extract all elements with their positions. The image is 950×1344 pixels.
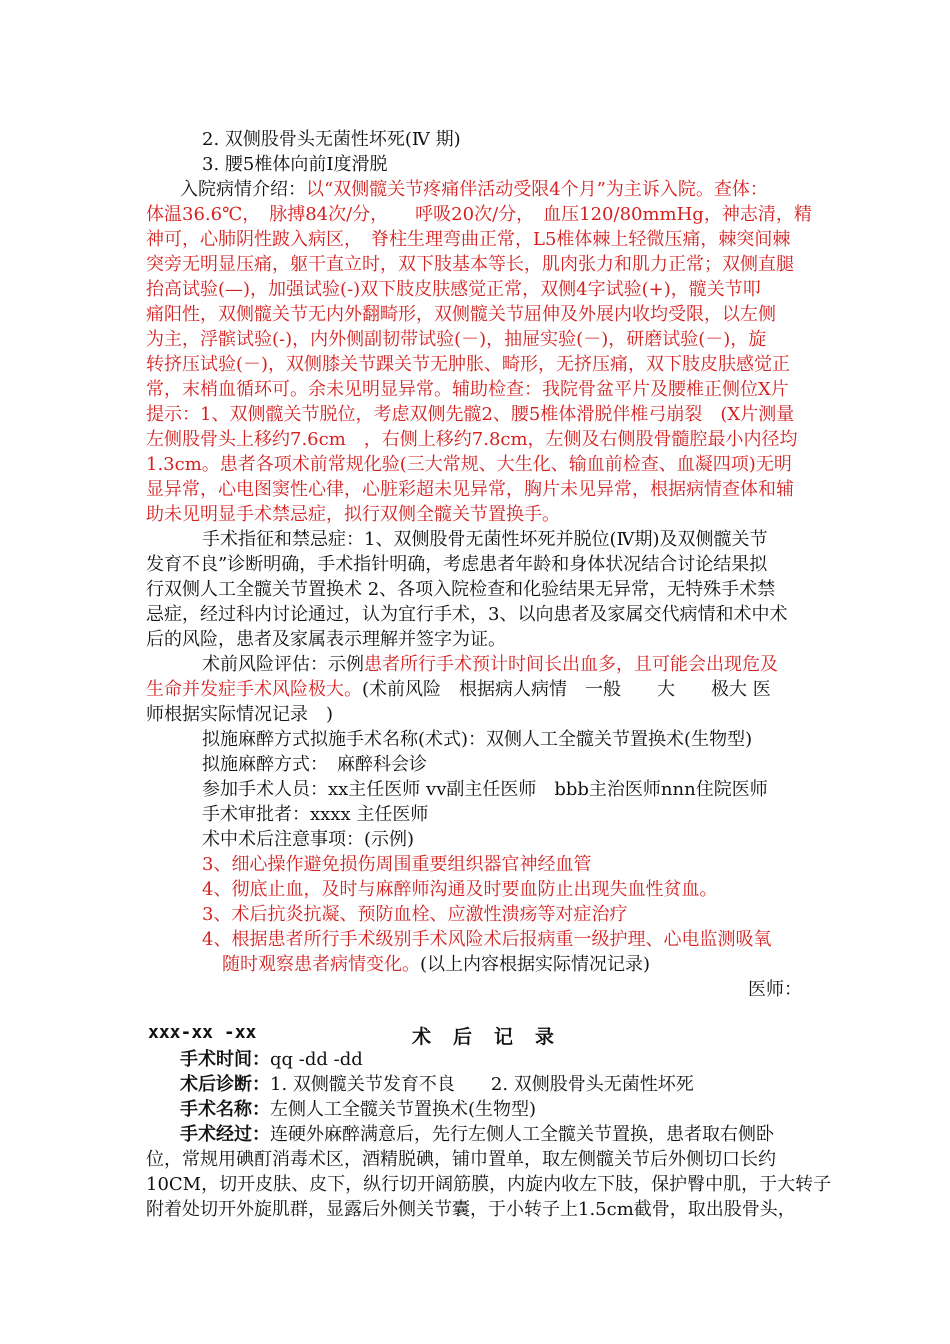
admission-line: 抬高试验(—)，加强试验(-)双下肢皮肤感觉正常，双侧4字试验(+)，髋关节叩 (146, 279, 761, 300)
indications-line: 行双侧人工全髋关节置换术 2、各项入院检查和化验结果无异常，无特殊手术禁 (146, 579, 776, 600)
admission-label: 入院病情介绍： (180, 179, 306, 200)
admission-line: 常，末梢血循环可。余未见明显异常。辅助检查：我院骨盆平片及腰椎正侧位X片 (146, 379, 789, 400)
precaution-item: 3、细心操作避免损伤周围重要组织器官神经血管 (202, 854, 592, 875)
risk-line-3: 师根据实际情况记录 ) (146, 704, 334, 725)
postop-title: 术后记录 (412, 1026, 577, 1048)
admission-line-1: 入院病情介绍：以“双侧髋关节疼痛伴活动受限4个月”为主诉入院。查体： (180, 179, 768, 200)
admission-line: 助未见明显手术禁忌症，拟行双侧全髋关节置换手。 (146, 504, 560, 525)
plan-line: 拟施麻醉方式拟施手术名称(术式)：双侧人工全髋关节置换术(生物型) (202, 729, 753, 750)
plan-line: 手术审批者：xxxx 主任医师 (202, 804, 429, 825)
doctor-signature-label: 医师： (748, 979, 802, 1000)
admission-line: 神可，心肺阴性跛入病区， 脊柱生理弯曲正常，L5椎体棘上轻微压痛，棘突间棘 (146, 229, 791, 250)
postop-process-line: 位，常规用碘酊消毒术区，酒精脱碘，铺巾置单，取左侧髋关节后外侧切口长约 (146, 1149, 776, 1170)
indications-line: 后的风险，患者及家属表示理解并签字为证。 (146, 629, 506, 650)
precaution-item: 4、根据患者所行手术级别手术风险术后报病重一级护理、心电监测吸氧 (202, 929, 772, 950)
postop-time: 手术时间：qq -dd -dd (180, 1049, 363, 1070)
postop-process-line-1: 手术经过：连硬外麻醉满意后，先行左侧人工全髋关节置换，患者取右侧卧 (180, 1124, 774, 1145)
admission-line: 1.3cm。患者各项术前常规化验(三大常规、大生化、输血前检查、血凝四项)无明 (146, 454, 792, 475)
admission-line: 左侧股骨头上移约7.6cm ，右侧上移约7.8cm，左侧及右侧股骨髓腔最小内径均 (146, 429, 798, 450)
admission-line: 突旁无明显压痛，躯干直立时，双下肢基本等长，肌肉张力和肌力正常；双侧直腿 (146, 254, 794, 275)
precaution-item: 4、彻底止血，及时与麻醉师沟通及时要血防止出现失血性贫血。 (202, 879, 718, 900)
admission-line: 为主，浮髌试验(-)，内外侧副韧带试验(－)，抽屉实验(－)，研磨试验(－)，旋 (146, 329, 767, 350)
risk-line-1: 术前风险评估：示例患者所行手术预计时间长出血多，且可能会出现危及 (202, 654, 778, 675)
admission-line: 体温36.6℃， 脉搏84次/分， 呼吸20次/分， 血压120/80mmHg，神志清，精 (146, 204, 812, 225)
postop-diagnosis: 术后诊断：1. 双侧髋关节发育不良 2. 双侧股骨头无菌性坏死 (180, 1074, 694, 1095)
postop-date: xxx-xx -xx (148, 1022, 257, 1043)
admission-line: 痛阳性，双侧髋关节无内外翻畸形，双侧髋关节屈伸及外展内收均受限，以左侧 (146, 304, 776, 325)
admission-line: 提示：1、双侧髋关节脱位，考虑双侧先髋2、腰5椎体滑脱伴椎弓崩裂 (X片测量 (146, 404, 795, 425)
indications-line: 忌症，经过科内讨论通过，认为宜行手术，3、以向患者及家属交代病情和术中术 (146, 604, 788, 625)
plan-line: 术中术后注意事项：(示例) (202, 829, 415, 850)
admission-line: 转挤压试验(－)，双侧膝关节踝关节无肿胀、畸形，无挤压痛，双下肢皮肤感觉正 (146, 354, 791, 375)
diagnosis-item-2: 2. 双侧股骨头无菌性坏死(Ⅳ 期) (202, 129, 461, 150)
admission-line: 显异常，心电图窦性心律，心脏彩超未见异常，胸片未见异常，根据病情查体和辅 (146, 479, 794, 500)
postop-process-line: 附着处切开外旋肌群，显露后外侧关节囊，于小转子上1.5cm截骨，取出股骨头， (146, 1199, 796, 1220)
indications-line: 手术指征和禁忌症：1、双侧股骨无菌性坏死并脱位(Ⅳ期)及双侧髋关节 (202, 529, 768, 550)
plan-line: 拟施麻醉方式： 麻醉科会诊 (202, 754, 427, 775)
postop-procedure-name: 手术名称：左侧人工全髋关节置换术(生物型) (180, 1099, 537, 1120)
precaution-last: 随时观察患者病情变化。(以上内容根据实际情况记录) (222, 954, 651, 975)
plan-line: 参加手术人员：xx主任医师 vv副主任医师 bbb主治医师nnn住院医师 (202, 779, 768, 800)
risk-line-2: 生命并发症手术风险极大。(术前风险 根据病人病情 一般 大 极大 医 (146, 679, 771, 700)
diagnosis-item-3: 3. 腰5椎体向前Ⅰ度滑脱 (202, 154, 388, 175)
postop-process-line: 10CM，切开皮肤、皮下，纵行切开阔筋膜，内旋内收左下肢，保护臀中肌，于大转子 (146, 1174, 832, 1195)
indications-line: 发育不良”诊断明确，手术指针明确，考虑患者年龄和身体状况结合讨论结果拟 (146, 554, 768, 575)
precaution-item: 3、术后抗炎抗凝、预防血栓、应激性溃疡等对症治疗 (202, 904, 628, 925)
